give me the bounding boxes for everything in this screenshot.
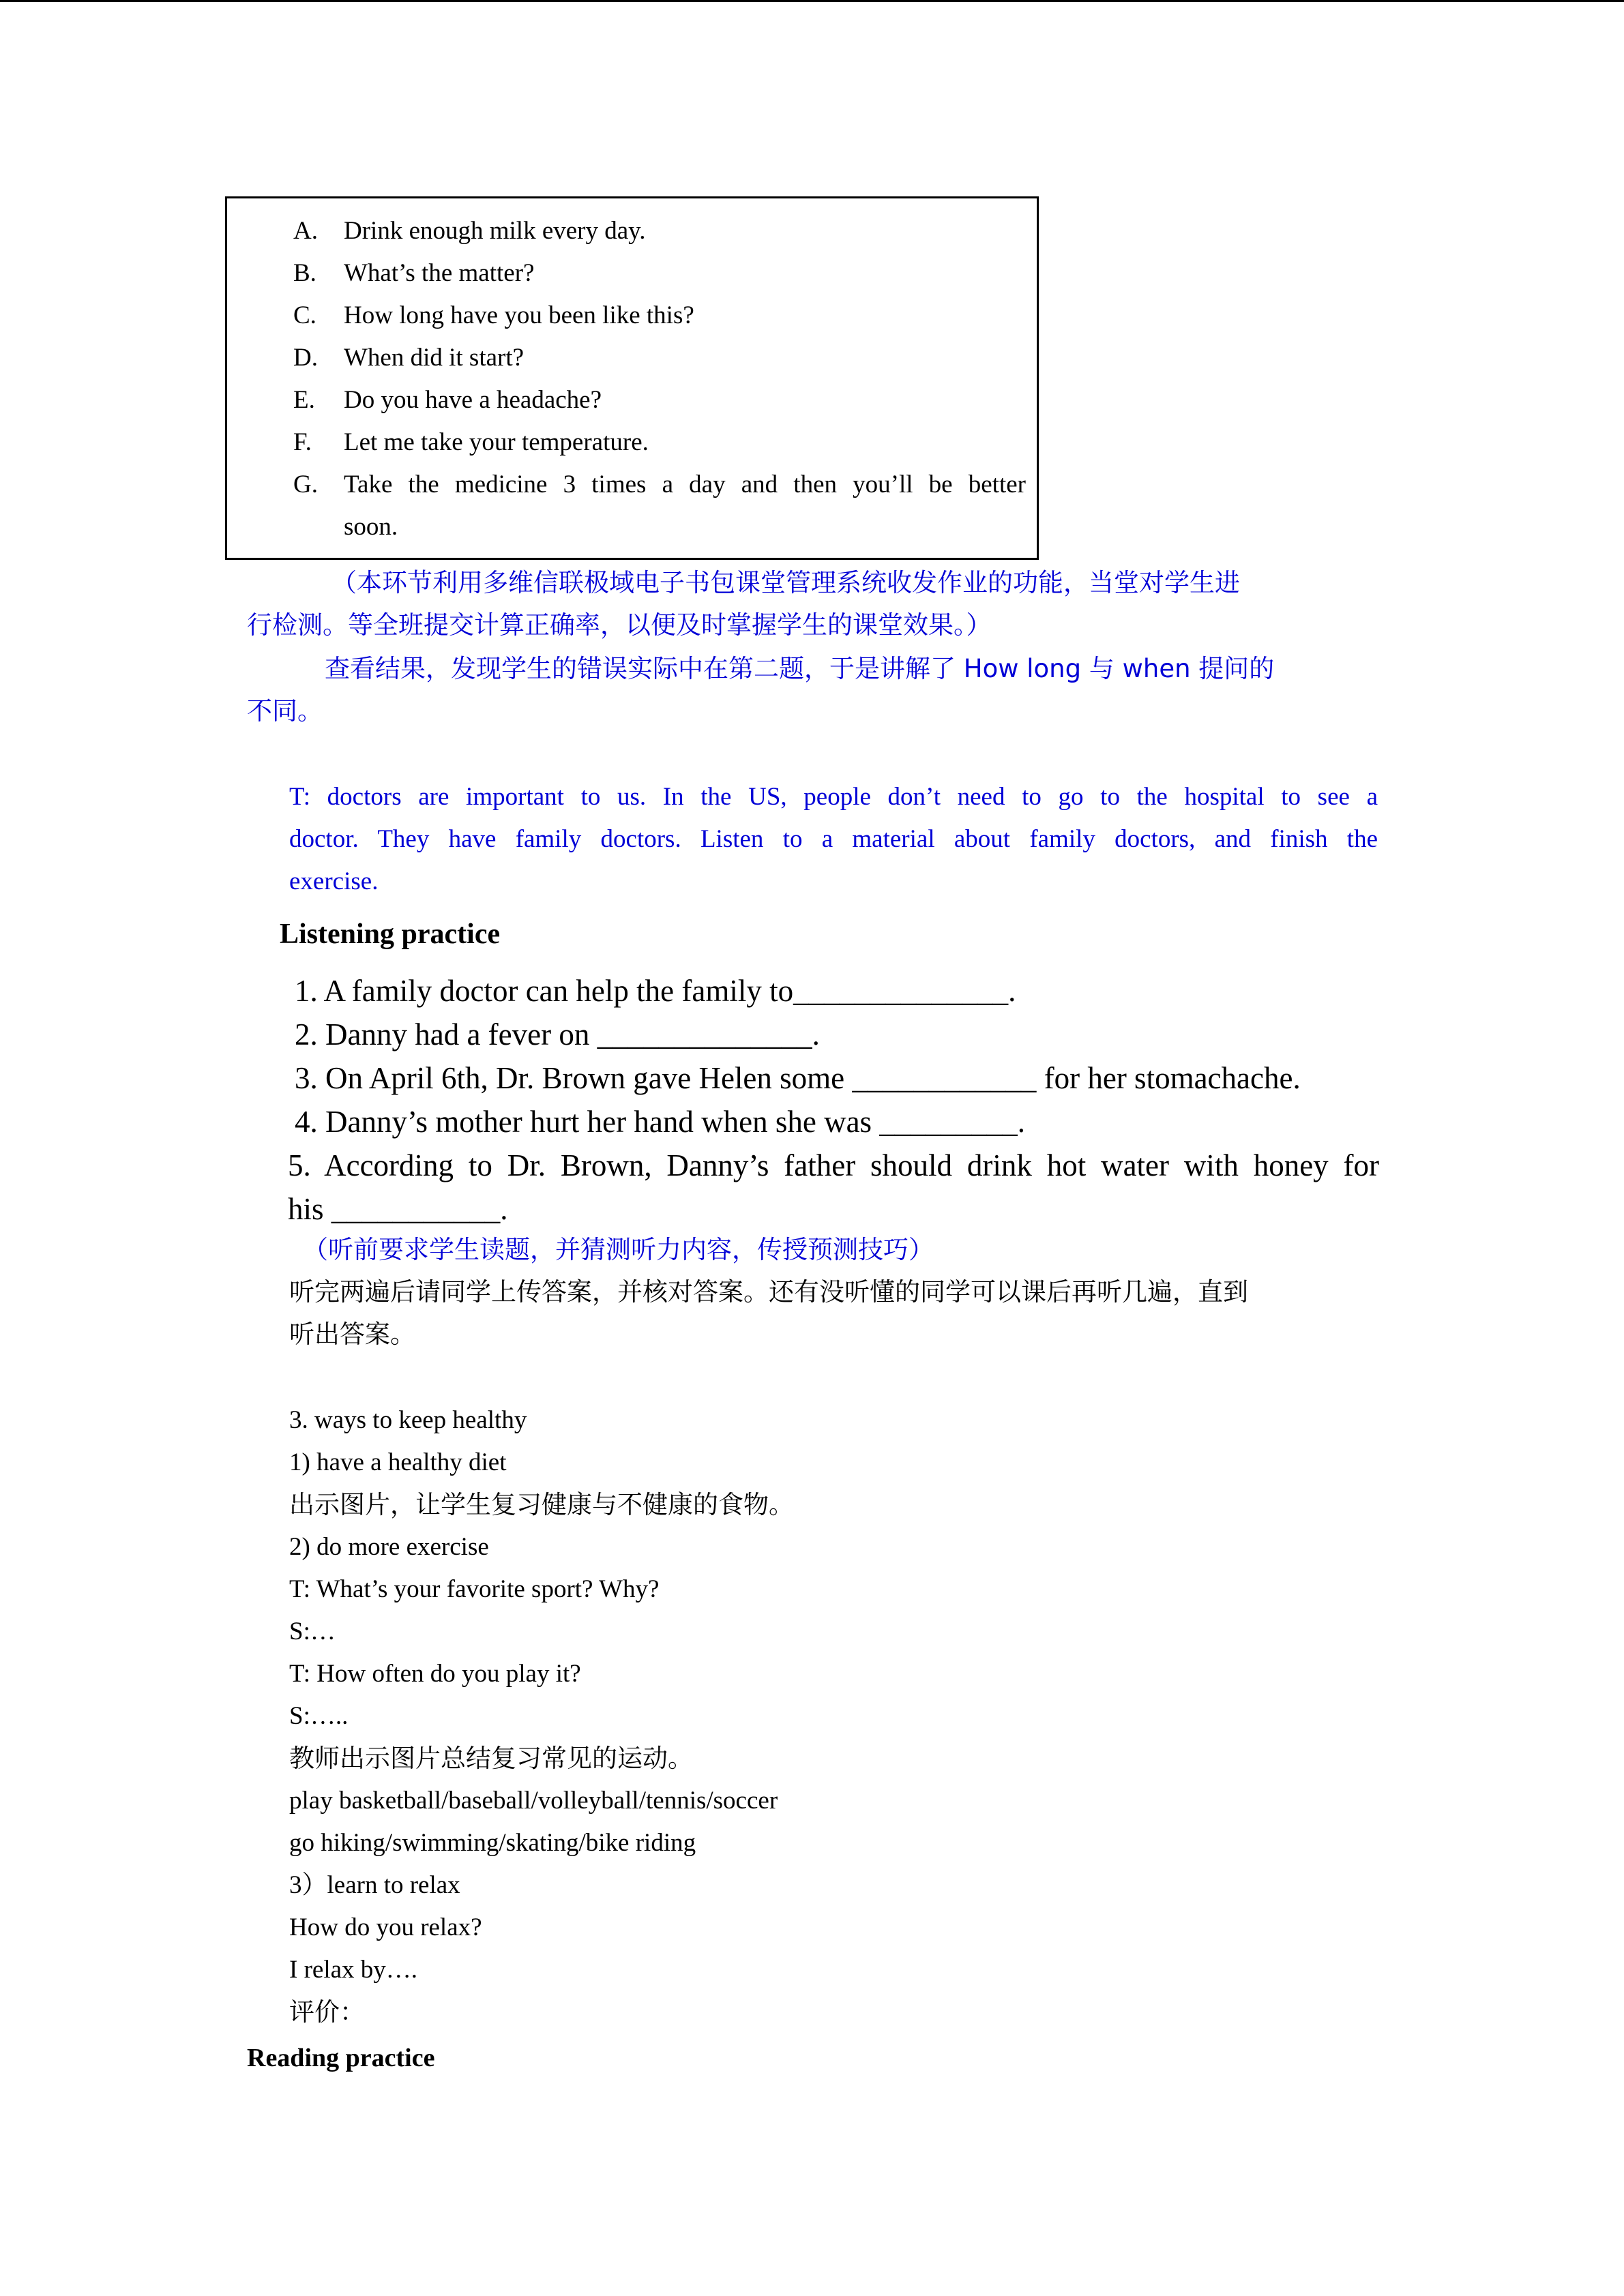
listening-heading: Listening practice [280, 919, 501, 950]
healthy-item-1-note: 出示图片，让学生复习健康与不健康的食物。 [289, 1490, 794, 1519]
option-letter: D. [293, 344, 318, 372]
listening-after-line2: 听出答案。 [289, 1320, 415, 1349]
sports-list-2: go hiking/swimming/skating/bike riding [289, 1829, 696, 1857]
top-border-line [0, 0, 1624, 2]
relax-answer: I relax by…. [289, 1956, 418, 1984]
option-text-line2: soon. [344, 513, 398, 541]
option-text: Drink enough milk every day. [344, 217, 646, 245]
healthy-item-2: 2) do more exercise [289, 1533, 489, 1561]
dialogue-line-2: S:… [289, 1617, 336, 1645]
question-1: 1. A family doctor can help the family to______________. [295, 974, 1016, 1008]
question-4: 4. Danny’s mother hurt her hand when she was _________. [295, 1105, 1026, 1139]
option-letter: G. [293, 471, 318, 498]
listening-note: （听前要求学生读题，并猜测听力内容，传授预测技巧） [303, 1235, 934, 1264]
dialogue-line-4: S:….. [289, 1702, 349, 1730]
option-letter: F. [293, 428, 312, 456]
teacher-intro-line1: T: doctors are important to us. In the US, people don’t need to go to the hospital to see a [289, 783, 1378, 811]
listening-after-line1: 听完两遍后请同学上传答案，并核对答案。还有没听懂的同学可以课后再听几遍，直到 [289, 1277, 1248, 1307]
question-5-line2: his ___________. [288, 1192, 508, 1226]
question-3: 3. On April 6th, Dr. Brown gave Helen some ____________ for her stomachache. [295, 1061, 1301, 1095]
relax-question: How do you relax? [289, 1913, 482, 1941]
option-text: Do you have a headache? [344, 386, 602, 414]
option-text: What’s the matter? [344, 259, 535, 287]
healthy-item-1: 1) have a healthy diet [289, 1448, 507, 1476]
note1-line2: 行检测。等全班提交计算正确率，以便及时掌握学生的课堂效果。） [247, 610, 992, 640]
evaluation-label: 评价： [289, 1997, 365, 2027]
reading-heading: Reading practice [247, 2044, 435, 2072]
option-text: When did it start? [344, 344, 525, 372]
option-letter: B. [293, 259, 316, 287]
teacher-intro-line3: exercise. [289, 867, 379, 895]
healthy-item-3: 3）learn to relax [289, 1871, 460, 1899]
sports-list-1: play basketball/baseball/volleyball/tennis/soccer [289, 1787, 778, 1815]
dialogue-line-1: T: What’s your favorite sport? Why? [289, 1575, 660, 1603]
healthy-title: 3. ways to keep healthy [289, 1406, 527, 1434]
question-2: 2. Danny had a fever on ______________. [295, 1017, 820, 1052]
option-letter: C. [293, 301, 316, 329]
note1-line1: （本环节利用多维信联极域电子书包课堂管理系统收发作业的功能，当堂对学生进 [331, 568, 1240, 597]
note2-line1: 查看结果，发现学生的错误实际中在第二题，于是讲解了 How long 与 when 提问的 [325, 654, 1275, 683]
option-letter: A. [293, 217, 318, 245]
dialogue-line-3: T: How often do you play it? [289, 1660, 581, 1688]
question-5-line1: 5. According to Dr. Brown, Danny’s father should drink hot water with honey for [288, 1148, 1379, 1182]
option-text-line1: Take the medicine 3 times a day and then you’ll be better [344, 471, 1026, 498]
note2-line2: 不同。 [247, 696, 323, 726]
teacher-intro-line2: doctor. They have family doctors. Listen to a material about family doctors, and finish the [289, 825, 1378, 853]
option-text: How long have you been like this? [344, 301, 694, 329]
sports-note: 教师出示图片总结复习常见的运动。 [289, 1744, 693, 1773]
option-letter: E. [293, 386, 315, 414]
option-text: Let me take your temperature. [344, 428, 649, 456]
